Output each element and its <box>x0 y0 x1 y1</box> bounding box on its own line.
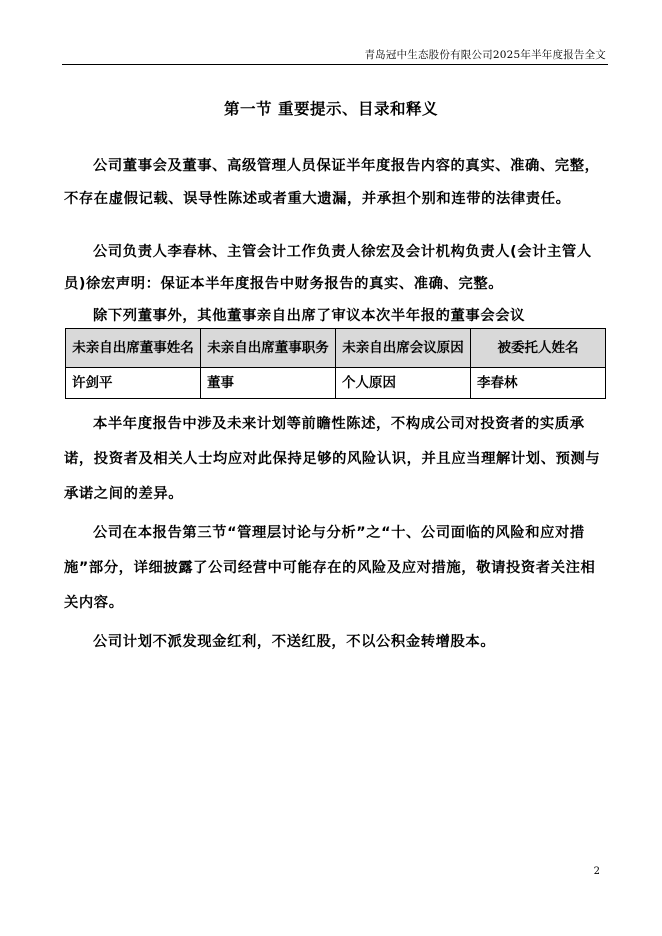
table-header-row <box>66 329 606 368</box>
cell-absence-reason: 个人原因 <box>336 368 471 399</box>
header-absence-reason: 未亲自出席会议原因 <box>336 329 471 368</box>
header-director-position: 未亲自出席董事职务 <box>201 329 336 368</box>
absent-directors-table <box>65 328 606 399</box>
cell-director-position: 董事 <box>201 368 336 399</box>
table-row <box>66 368 606 399</box>
page-number: 2 <box>593 866 600 877</box>
dividend-plan-paragraph: 公司计划不派发现金红利，不送红股，不以公积金转增股本。 <box>93 634 496 650</box>
header-director-name: 未亲自出席董事姓名 <box>66 329 201 368</box>
board-guarantee-paragraph: 公司董事会及董事、高级管理人员保证半年度报告内容的真实、准确、完整，不存在虚假记载、误导性陈述或者重大遗漏，并承担个别和连带的法律责任。 <box>64 158 600 207</box>
attendance-intro-paragraph: 除下列董事外，其他董事亲自出席了审议本次半年报的董事会会议 <box>93 308 526 324</box>
section-title: 第一节 重要提示、目录和释义 <box>224 100 438 118</box>
header-proxy-name: 被委托人姓名 <box>471 329 606 368</box>
header-divider <box>62 64 608 65</box>
forward-looking-paragraph: 本半年度报告中涉及未来计划等前瞻性陈述，不构成公司对投资者的实质承诺，投资者及相关人士均应对此保持足够的风险认识，并且应当理解计划、预测与承诺之间的差异。 <box>64 416 601 502</box>
officer-statement-paragraph: 公司负责人李春林、主管会计工作负责人徐宏及会计机构负责人(会计主管人员)徐宏声明：保证本半年度报告中财务报告的真实、准确、完整。 <box>64 244 592 292</box>
running-header: 青岛冠中生态股份有限公司2025年半年度报告全文 <box>364 49 606 61</box>
cell-director-name: 许剑平 <box>66 368 201 399</box>
cell-proxy-name: 李春林 <box>471 368 606 399</box>
risk-reference-paragraph: 公司在本报告第三节“管理层讨论与分析”之“十、公司面临的风险和应对措施”部分，详细披露了公司经营中可能存在的风险及应对措施，敬请投资者关注相关内容。 <box>64 525 596 611</box>
